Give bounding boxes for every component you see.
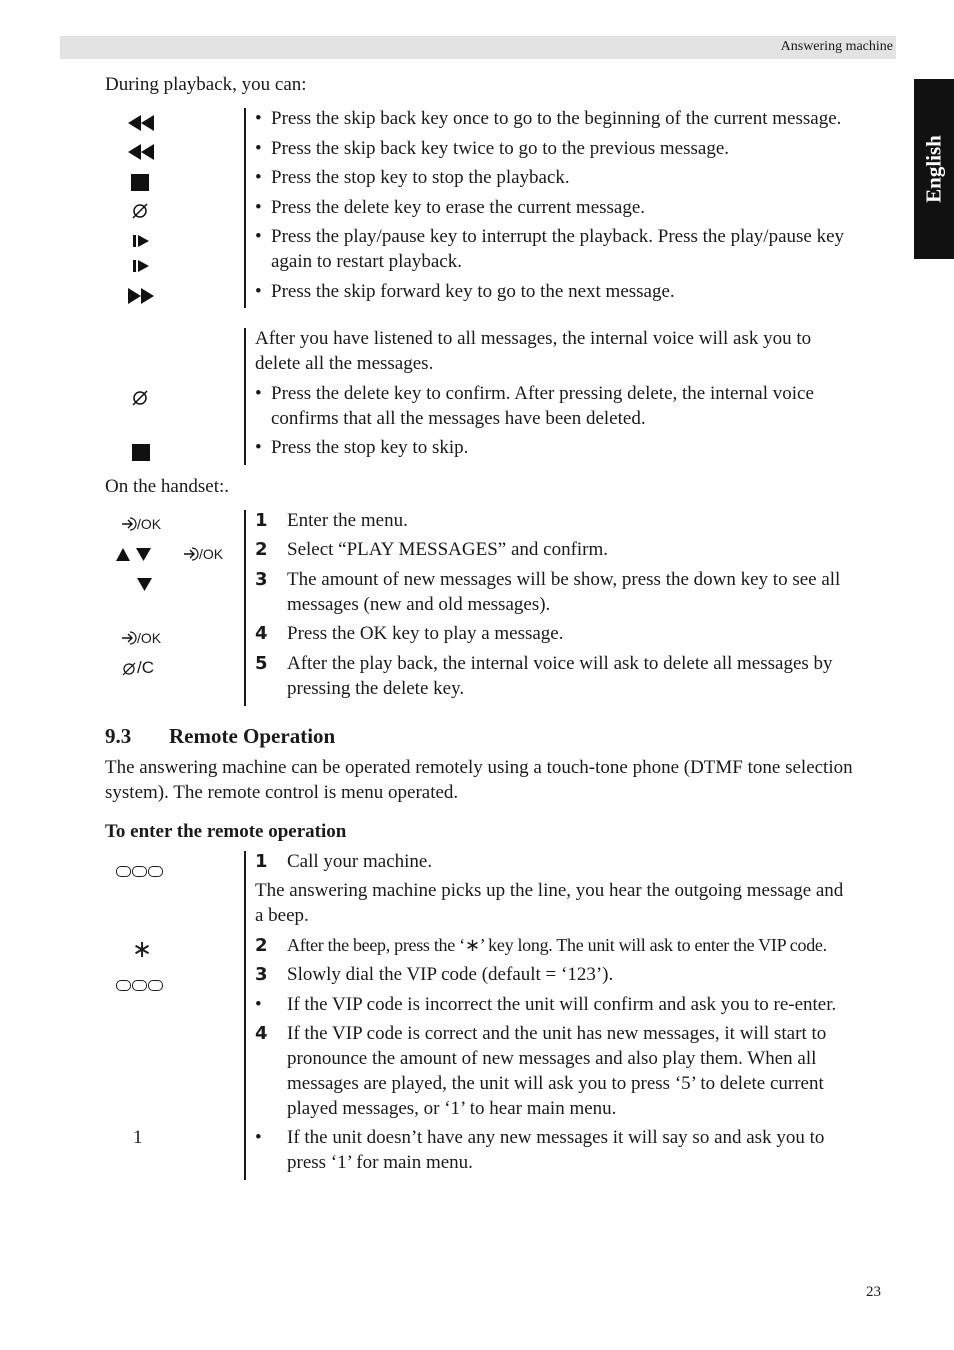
bullet: • (255, 437, 262, 458)
divider-line (244, 510, 246, 706)
enter-icon (121, 631, 137, 645)
after-text: After you have listened to all messages, the internal voice will ask you to (255, 328, 812, 349)
ok-label: /OK (137, 516, 162, 532)
skip-forward-icon (127, 287, 155, 305)
running-header (60, 36, 896, 59)
running-header-title: Answering machine (780, 39, 893, 54)
bullet: • (255, 994, 262, 1015)
bullet: • (255, 138, 262, 159)
ok-label: /OK (137, 630, 162, 646)
bullet: • (255, 167, 262, 188)
section-paragraph: system). The remote control is menu operated. (105, 782, 459, 803)
star-key-icon: ∗ (464, 935, 480, 956)
stop-icon (132, 444, 150, 461)
c-label: /C (137, 658, 154, 677)
page-number: 23 (866, 1284, 881, 1300)
divider-line (244, 108, 246, 308)
delete-icon (121, 661, 137, 677)
skip-back-icon (127, 114, 155, 132)
subheading: To enter the remote operation (105, 821, 347, 842)
remote-note: The answering machine picks up the line, you hear the outgoing message and (255, 880, 844, 901)
keypad-icon (116, 973, 166, 986)
up-down-arrows-icon (115, 546, 155, 562)
stop-icon (131, 174, 149, 191)
remote-note: a beep. (255, 905, 309, 926)
section-number: 9.3 (105, 724, 132, 748)
keypad-icon (116, 859, 166, 872)
divider-line (244, 851, 246, 1180)
delete-icon (131, 389, 149, 407)
section-paragraph: The answering machine can be operated remotely using a touch-tone phone (DTMF tone selection (105, 757, 853, 778)
bullet: • (255, 1127, 262, 1148)
section-title: Remote Operation (169, 724, 336, 748)
language-tab-label: English (921, 135, 946, 203)
play-pause-icon (132, 233, 150, 249)
enter-icon (183, 547, 199, 561)
delete-icon (131, 202, 149, 220)
bullet: • (255, 226, 262, 247)
key-one: 1 (133, 1127, 143, 1148)
star-key-icon: ∗ (132, 935, 153, 963)
playback-intro: During playback, you can: (105, 74, 307, 95)
handset-intro: On the handset:. (105, 476, 230, 497)
divider-line (244, 328, 246, 465)
skip-back-icon (127, 143, 155, 161)
after-text: delete all the messages. (255, 353, 434, 374)
language-tab (914, 79, 954, 259)
bullet: • (255, 383, 262, 404)
down-arrow-icon (136, 576, 154, 592)
ok-label: /OK (199, 546, 224, 562)
play-pause-icon (132, 258, 150, 274)
bullet: • (255, 197, 262, 218)
bullet: • (255, 108, 262, 129)
bullet: • (255, 281, 262, 302)
enter-icon (121, 517, 137, 531)
